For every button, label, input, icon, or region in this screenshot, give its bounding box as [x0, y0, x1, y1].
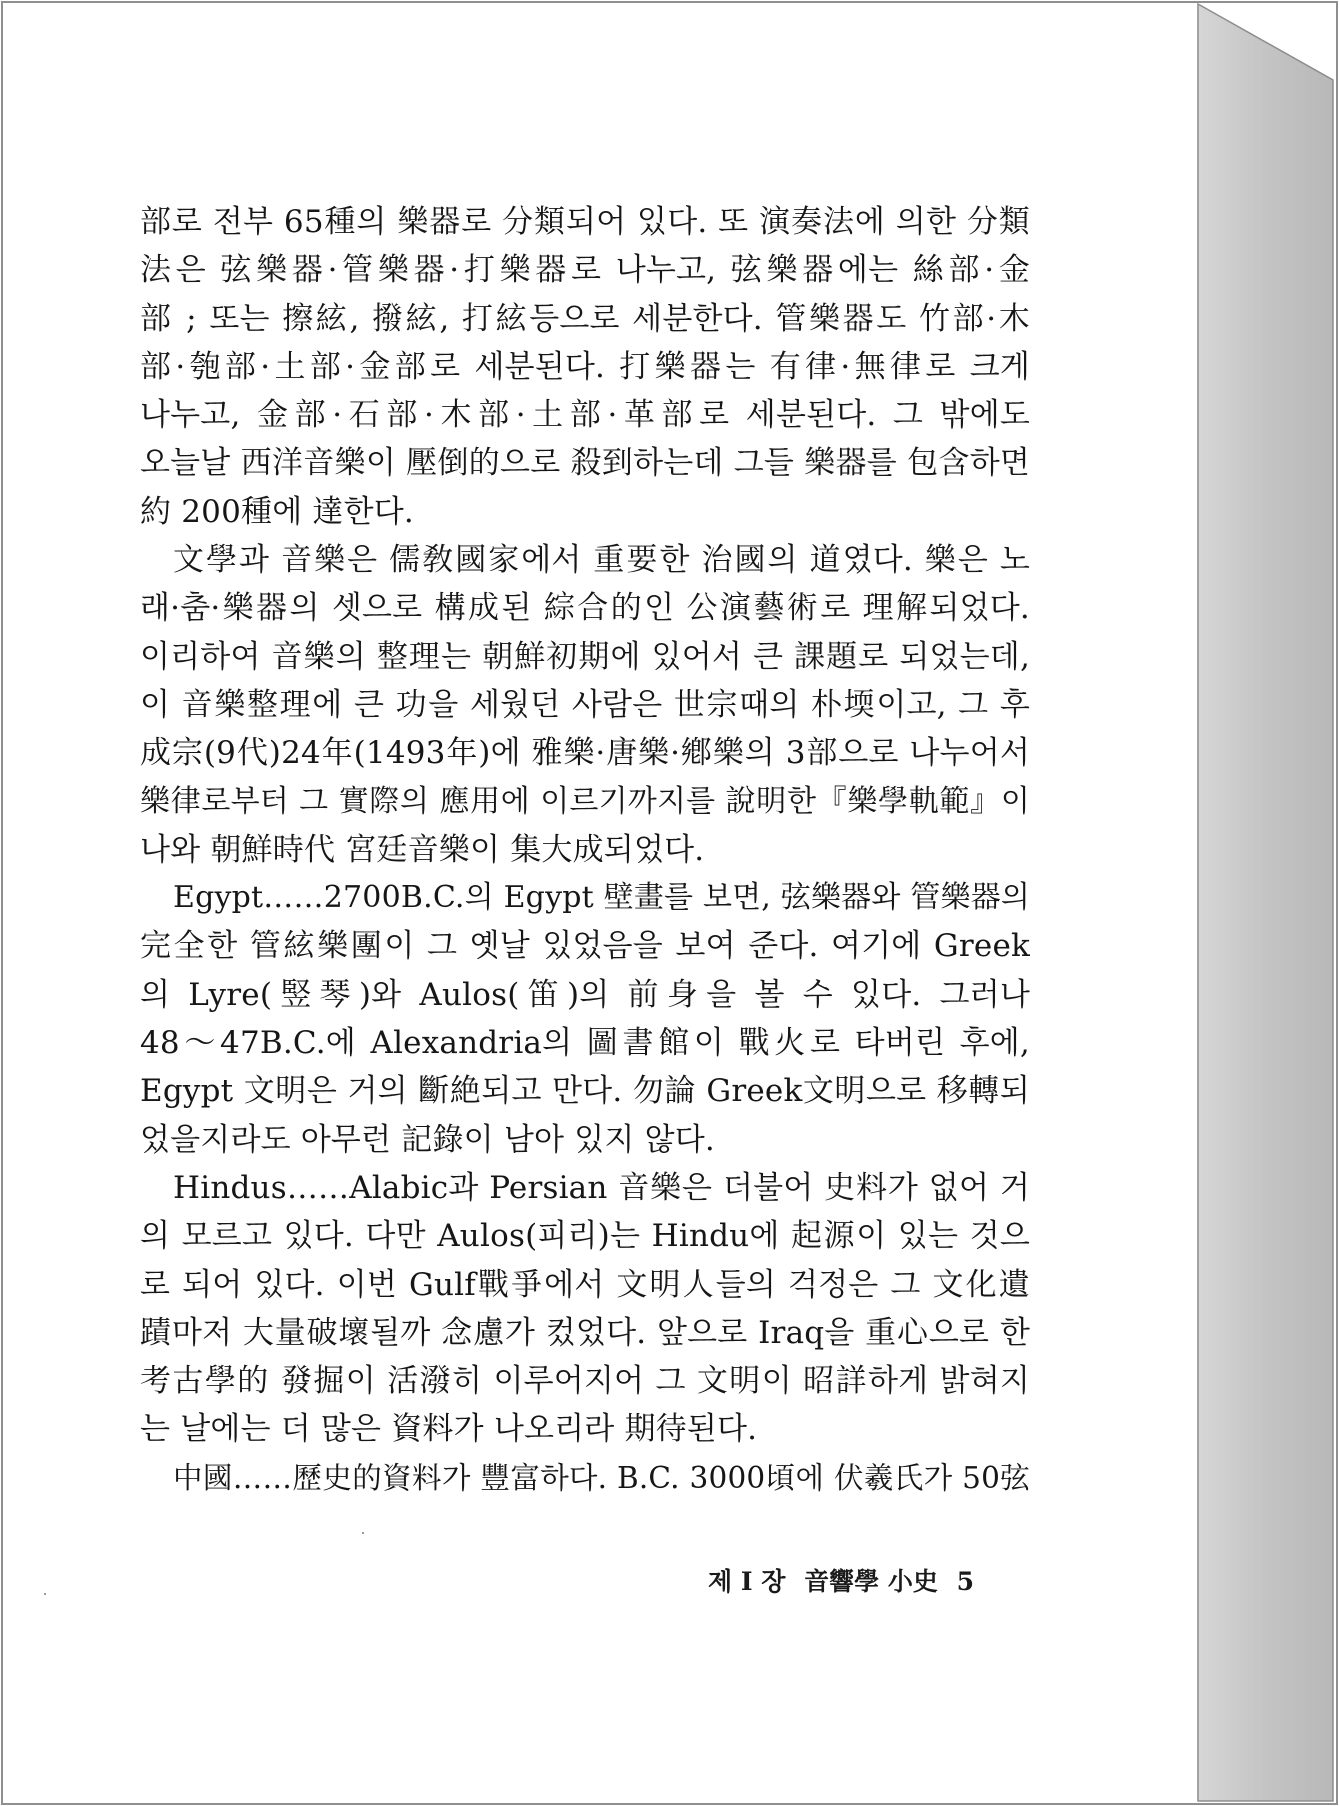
- text-line: Hindus……Alabic과 Persian 音樂은 더불어 史料가 없어 거: [173, 1169, 1030, 1206]
- text-line: 의 Lyre(竪琴)와 Aulos(笛)의 前身을 볼 수 있다. 그러나: [140, 976, 1030, 1013]
- text-line: 나누고, 金部·石部·木部·土部·革部로 세분된다. 그 밖에도: [140, 397, 1030, 434]
- text-line: 이 音樂整理에 큰 功을 세웠던 사람은 世宗때의 朴堧이고, 그 후: [140, 686, 1030, 723]
- text-line: 나와 朝鮮時代 宮廷音樂이 集大成되었다.: [140, 831, 705, 868]
- text-line: 래·춤·樂器의 셋으로 構成된 綜合的인 公演藝術로 理解되었다.: [140, 590, 1030, 627]
- text-line: 이리하여 音樂의 整理는 朝鮮初期에 있어서 큰 課題로 되었는데,: [140, 638, 1030, 675]
- footer-title: 音響學 小史: [804, 1567, 938, 1596]
- text-line: Egypt……2700B.C.의 Egypt 壁畫를 보면, 弦樂器와 管樂器의: [173, 880, 1031, 916]
- text-line: 約 200種에 達한다.: [140, 493, 414, 530]
- text-line: 法은 弦樂器·管樂器·打樂器로 나누고, 弦樂器에는 絲部·金: [140, 252, 1030, 289]
- text-line: 蹟마저 大量破壞될까 念慮가 컸었다. 앞으로 Iraq을 重心으로 한: [140, 1314, 1030, 1351]
- text-line: 完全한 管絃樂團이 그 옛날 있었음을 보여 준다. 여기에 Greek: [140, 928, 1030, 965]
- text-line: Egypt 文明은 거의 斷絶되고 만다. 勿論 Greek文明으로 移轉되: [140, 1073, 1030, 1110]
- footer-page-number: 5: [956, 1567, 974, 1596]
- text-line: 었을지라도 아무런 記錄이 남아 있지 않다.: [140, 1121, 715, 1158]
- text-line: 로 되어 있다. 이번 Gulf戰爭에서 文明人들의 걱정은 그 文化遺: [140, 1266, 1030, 1303]
- scan-speck: [44, 1593, 46, 1595]
- text-line: 成宗(9代)24年(1493年)에 雅樂·唐樂·鄕樂의 3部으로 나누어서: [140, 735, 1030, 772]
- body-text: [140, 198, 1030, 1502]
- text-line: 의 모르고 있다. 다만 Aulos(피리)는 Hindu에 起源이 있는 것으: [140, 1218, 1030, 1255]
- text-line: 部·匏部·土部·金部로 세분된다. 打樂器는 有律·無律로 크게: [140, 348, 1030, 385]
- running-footer: [708, 1562, 984, 1602]
- text-line: 部로 전부 65種의 樂器로 分類되어 있다. 또 演奏法에 의한 分類: [140, 204, 1030, 240]
- text-line: 部 ; 또는 擦絃, 撥絃, 打絃등으로 세분한다. 管樂器도 竹部·木: [140, 300, 1030, 337]
- text-line: 48～47B.C.에 Alexandria의 圖書館이 戰火로 타버린 후에,: [140, 1025, 1030, 1062]
- footer-chapter: 제 I 장: [708, 1567, 786, 1596]
- text-line: 樂律로부터 그 實際의 應用에 이르기까지를 說明한『樂學軌範』이: [140, 783, 1030, 819]
- text-line: 中國……歷史的資料가 豐富하다. B.C. 3000頃에 伏羲氏가 50弦: [173, 1460, 1030, 1495]
- text-line: 는 날에는 더 많은 資料가 나오리라 期待된다.: [140, 1411, 758, 1448]
- text-line: 文學과 音樂은 儒敎國家에서 重要한 治國의 道였다. 樂은 노: [173, 542, 1030, 579]
- scan-speck: [362, 1532, 364, 1534]
- text-line: 오늘날 西洋音樂이 壓倒的으로 殺到하는데 그들 樂器를 包含하면: [140, 445, 1030, 482]
- text-line: 考古學的 發掘이 活潑히 이루어지어 그 文明이 昭詳하게 밝혀지: [140, 1363, 1030, 1400]
